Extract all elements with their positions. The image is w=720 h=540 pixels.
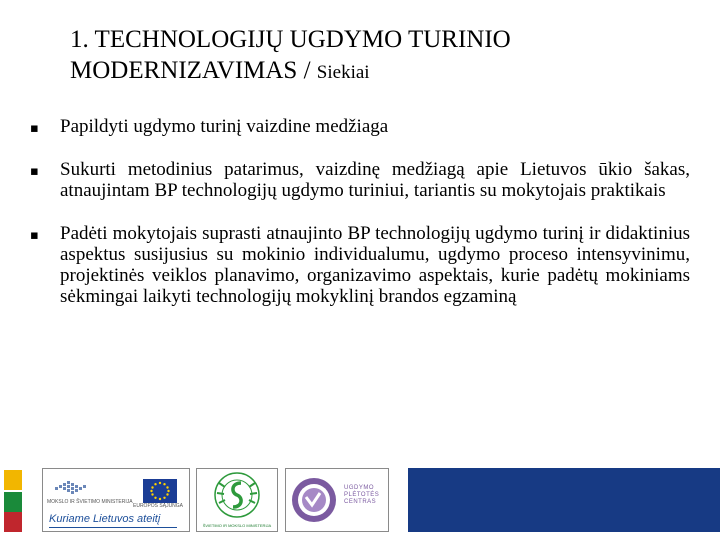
flag-stripe-yellow <box>4 470 22 490</box>
blue-banner <box>408 468 720 532</box>
upc-text <box>344 485 379 506</box>
title-separator: / <box>297 57 317 84</box>
bullet-list <box>30 116 690 329</box>
flag-stripe-red <box>4 512 22 532</box>
eu-flag-icon <box>143 479 177 503</box>
ministry-caption: MOKSLO IR ŠVIETIMO MINISTERIJA <box>47 499 133 505</box>
bullet-marker-icon: ▪ <box>30 164 39 179</box>
ministry-logo <box>196 468 278 532</box>
upc-line-2: PLĖTOTĖS <box>344 492 380 498</box>
slogan-underline <box>49 527 177 528</box>
bullet-text: Papildyti ugdymo turinį vaizdine medžiaga <box>60 116 389 137</box>
upc-logo <box>285 468 389 532</box>
bullet-item <box>30 159 690 201</box>
bullet-text: Padėti mokytojais suprasti atnaujinto BP technologijų ugdymo turinį ir didaktinius aspektus susijusius su mokinio individualumu, ugdymo proceso intensyvinimu, projektinės veiklos planavimo, organizavimo aspektais, kurie padėtų mokiniams sėkmingai laikyti technologijų mokyklinį brandos egzaminą <box>60 223 690 307</box>
bullet-item <box>30 116 690 137</box>
ministry-caption-small: ŠVIETIMO IR MOKSLO MINISTERIJA <box>202 523 272 528</box>
slide-title <box>70 24 690 88</box>
title-main: MODERNIZAVIMAS <box>70 57 298 84</box>
upc-line-3: CENTRAS <box>344 499 377 505</box>
logo-footer <box>0 462 720 540</box>
upc-emblem-icon <box>286 469 342 531</box>
title-line-1: 1. TECHNOLOGIJŲ UGDYMO TURINIO <box>70 26 511 53</box>
bullet-text: Sukurti metodinius patarimus, vaizdinę medžiagą apie Lietuvos ūkio šakas, atnaujintam BP technologijų ugdymo turiniui, tariantis su mokytojais praktikais <box>60 159 690 201</box>
slogan-text: Kuriame Lietuvos ateitį <box>49 513 161 525</box>
title-subtitle: Siekiai <box>316 62 370 83</box>
bullet-marker-icon: ▪ <box>30 121 39 136</box>
bullet-item <box>30 223 690 307</box>
esf-logo <box>42 468 190 532</box>
ministry-emblem-icon <box>197 469 277 523</box>
upc-line-1: UGDYMO <box>344 485 374 491</box>
eu-caption: EUROPOS SĄJUNGA <box>133 503 184 509</box>
lithuania-map-icon <box>51 477 95 499</box>
bullet-marker-icon: ▪ <box>30 228 39 243</box>
flag-stripe-green <box>4 492 22 512</box>
title-line-2 <box>70 55 690 88</box>
